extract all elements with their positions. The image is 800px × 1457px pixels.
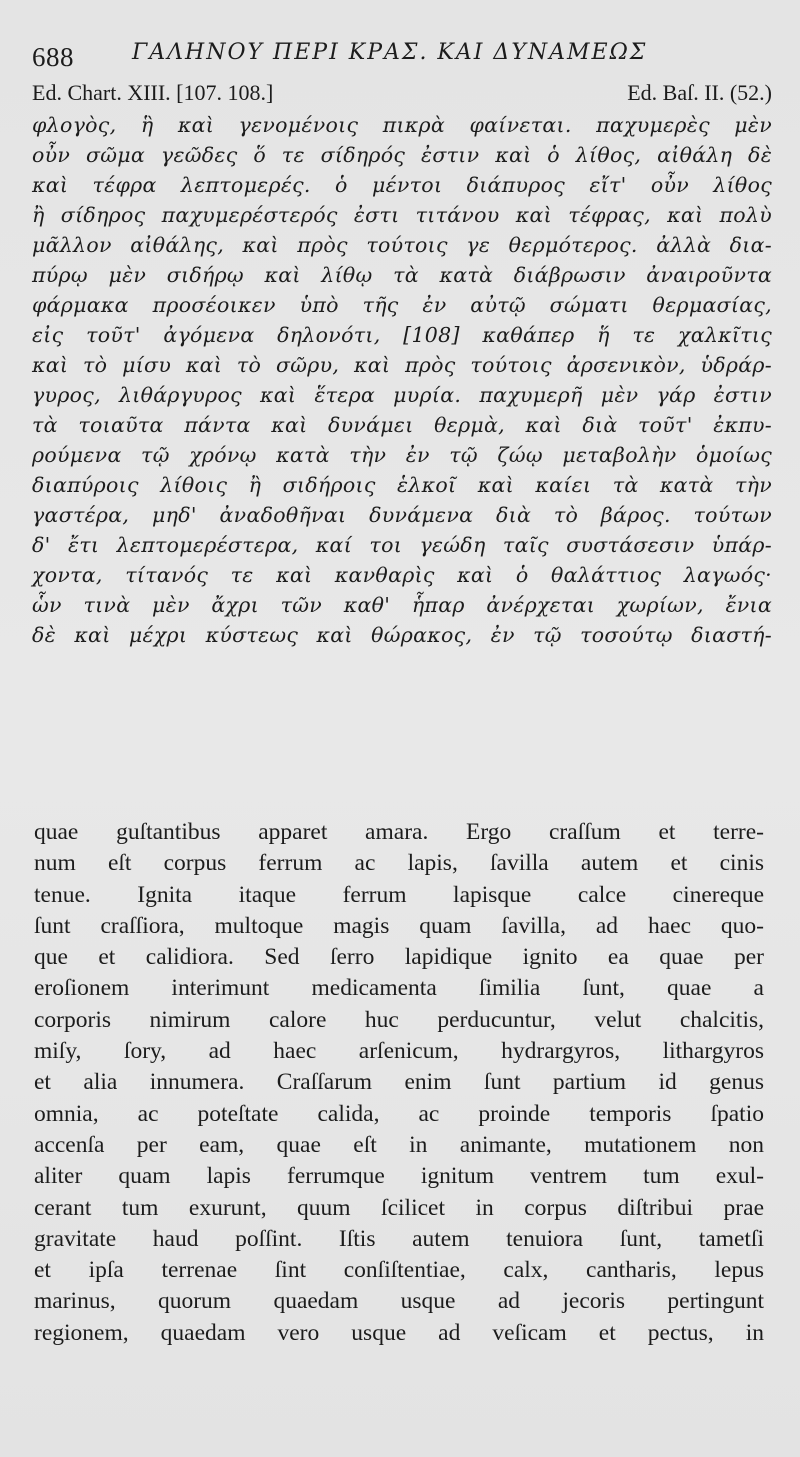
greek-text-line: καὶ τὸ μίσυ καὶ τὸ σῶρυ, καὶ πρὸς τούτοις ἀρσενικὸν, ὑδράρ- xyxy=(32,353,772,377)
latin-text-line: cerant tum exurunt, quum ſcilicet in corpus diſtribui prae xyxy=(34,1194,764,1221)
greek-text-line: γαστέρα, μηδ' ἀναδοθῆναι δυνάμενα διὰ τὸ βάρος. τούτων xyxy=(32,503,772,527)
latin-text-line: et ipſa terrenae ſint conſiſtentiae, calx, cantharis, lepus xyxy=(34,1257,764,1284)
latin-text-line: miſy, ſory, ad haec arſenicum, hydrargyros, lithargyros xyxy=(34,1038,764,1065)
edition-reference-basel: Ed. Baſ. II. (52.) xyxy=(627,80,772,105)
greek-text-line: τὰ τοιαῦτα πάντα καὶ δυνάμει θερμὰ, καὶ διὰ τοῦτ' ἐκπυ- xyxy=(32,413,772,437)
latin-text-line: quae guſtantibus apparet amara. Ergo craſſum et terre- xyxy=(34,819,764,845)
page-number: 688 xyxy=(32,42,74,72)
greek-text-line: ὧν τινὰ μὲν ἄχρι τῶν καθ' ἧπαρ ἀνέρχεται χωρίων, ἔνια xyxy=(32,593,772,617)
latin-text-line: gravitate haud poſſint. Iſtis autem tenuiora ſunt, tametſi xyxy=(34,1225,764,1252)
latin-text-line: aliter quam lapis ferrumque ignitum ventrem tum exul- xyxy=(34,1163,764,1190)
greek-text-line: δ' ἔτι λεπτομερέστερα, καί τοι γεώδη ταῖς συστάσεσιν ὑπάρ- xyxy=(32,533,772,557)
latin-text-line: et alia innumera. Craſſarum enim ſunt partium id genus xyxy=(34,1069,764,1096)
greek-text-block xyxy=(32,110,772,650)
running-title: ΓΑΛΗΝΟΥ ΠΕΡΙ ΚΡΑΣ. ΚΑΙ ΔΥΝΑΜΕΩΣ xyxy=(132,40,648,65)
greek-text-line: πύρῳ μὲν σιδήρῳ καὶ λίθῳ τὰ κατὰ διάβρωσιν ἀναιροῦντα xyxy=(32,263,772,287)
latin-text-line: corporis nimirum calore huc perducuntur, velut chalcitis, xyxy=(34,1006,764,1033)
greek-text-line: μᾶλλον αἰθάλης, καὶ πρὸς τούτοις γε θερμότερος. ἀλλὰ δια- xyxy=(32,233,772,257)
latin-text-line: accenſa per eam, quae eſt in animante, mutationem non xyxy=(34,1131,764,1158)
running-head xyxy=(32,38,772,78)
greek-text-line: διαπύροις λίθοις ἢ σιδήροις ἑλκοῖ καὶ καίει τὰ κατὰ τὴν xyxy=(32,473,772,497)
greek-text-line: δὲ καὶ μέχρι κύστεως καὶ θώρακος, ἐν τῷ τοσούτῳ διαστή- xyxy=(32,623,772,647)
greek-text-line: εἰς τοῦτ' ἀγόμενα δηλονότι, [108] καθάπερ ἥ τε χαλκῖτις xyxy=(32,323,772,347)
edition-reference-line xyxy=(32,80,772,110)
latin-text-line: eroſionem interimunt medicamenta ſimilia ſunt, quae a xyxy=(34,975,764,1002)
latin-text-line: num eſt corpus ferrum ac lapis, ſavilla autem et cinis xyxy=(34,850,764,877)
greek-text-line: οὖν σῶμα γεῶδες ὅ τε σίδηρός ἐστιν καὶ ὁ λίθος, αἰθάλη δὲ xyxy=(32,143,772,167)
greek-text-line: ἢ σίδηρος παχυμερέστερός ἐστι τιτάνου καὶ τέφρας, καὶ πολὺ xyxy=(32,203,772,227)
latin-text-block xyxy=(34,817,764,1349)
edition-reference-chartier: Ed. Chart. XIII. [107. 108.] xyxy=(32,80,274,105)
latin-text-line: marinus, quorum quaedam usque ad jecoris pertingunt xyxy=(34,1288,764,1315)
latin-text-line: tenue. Ignita itaque ferrum lapisque calce cinereque xyxy=(34,881,764,908)
greek-text-line: ρούμενα τῷ χρόνῳ κατὰ τὴν ἐν τῷ ζώῳ μεταβολὴν ὁμοίως xyxy=(32,443,772,467)
greek-text-line: γυρος, λιθάργυρος καὶ ἕτερα μυρία. παχυμερῆ μὲν γάρ ἐστιν xyxy=(32,383,772,407)
greek-text-line: φάρμακα προσέοικεν ὑπὸ τῆς ἐν αὐτῷ σώματι θερμασίας, xyxy=(32,293,772,317)
greek-text-line: καὶ τέφρα λεπτομερές. ὁ μέντοι διάπυρος εἴτ' οὖν λίθος xyxy=(32,173,772,197)
greek-text-line: χοντα, τίτανός τε καὶ κανθαρὶς καὶ ὁ θαλάττιος λαγωός· xyxy=(32,563,772,587)
latin-text-line: regionem, quaedam vero usque ad veſicam et pectus, in xyxy=(34,1319,764,1346)
latin-text-line: que et calidiora. Sed ſerro lapidique ignito ea quae per xyxy=(34,944,764,971)
latin-text-line: ſunt craſſiora, multoque magis quam ſavilla, ad haec quo- xyxy=(34,912,764,939)
greek-text-line: φλογὸς, ἣ καὶ γενομένοις πικρὰ φαίνεται. παχυμερὲς μὲν xyxy=(32,113,772,137)
latin-text-line: omnia, ac poteſtate calida, ac proinde temporis ſpatio xyxy=(34,1100,764,1127)
